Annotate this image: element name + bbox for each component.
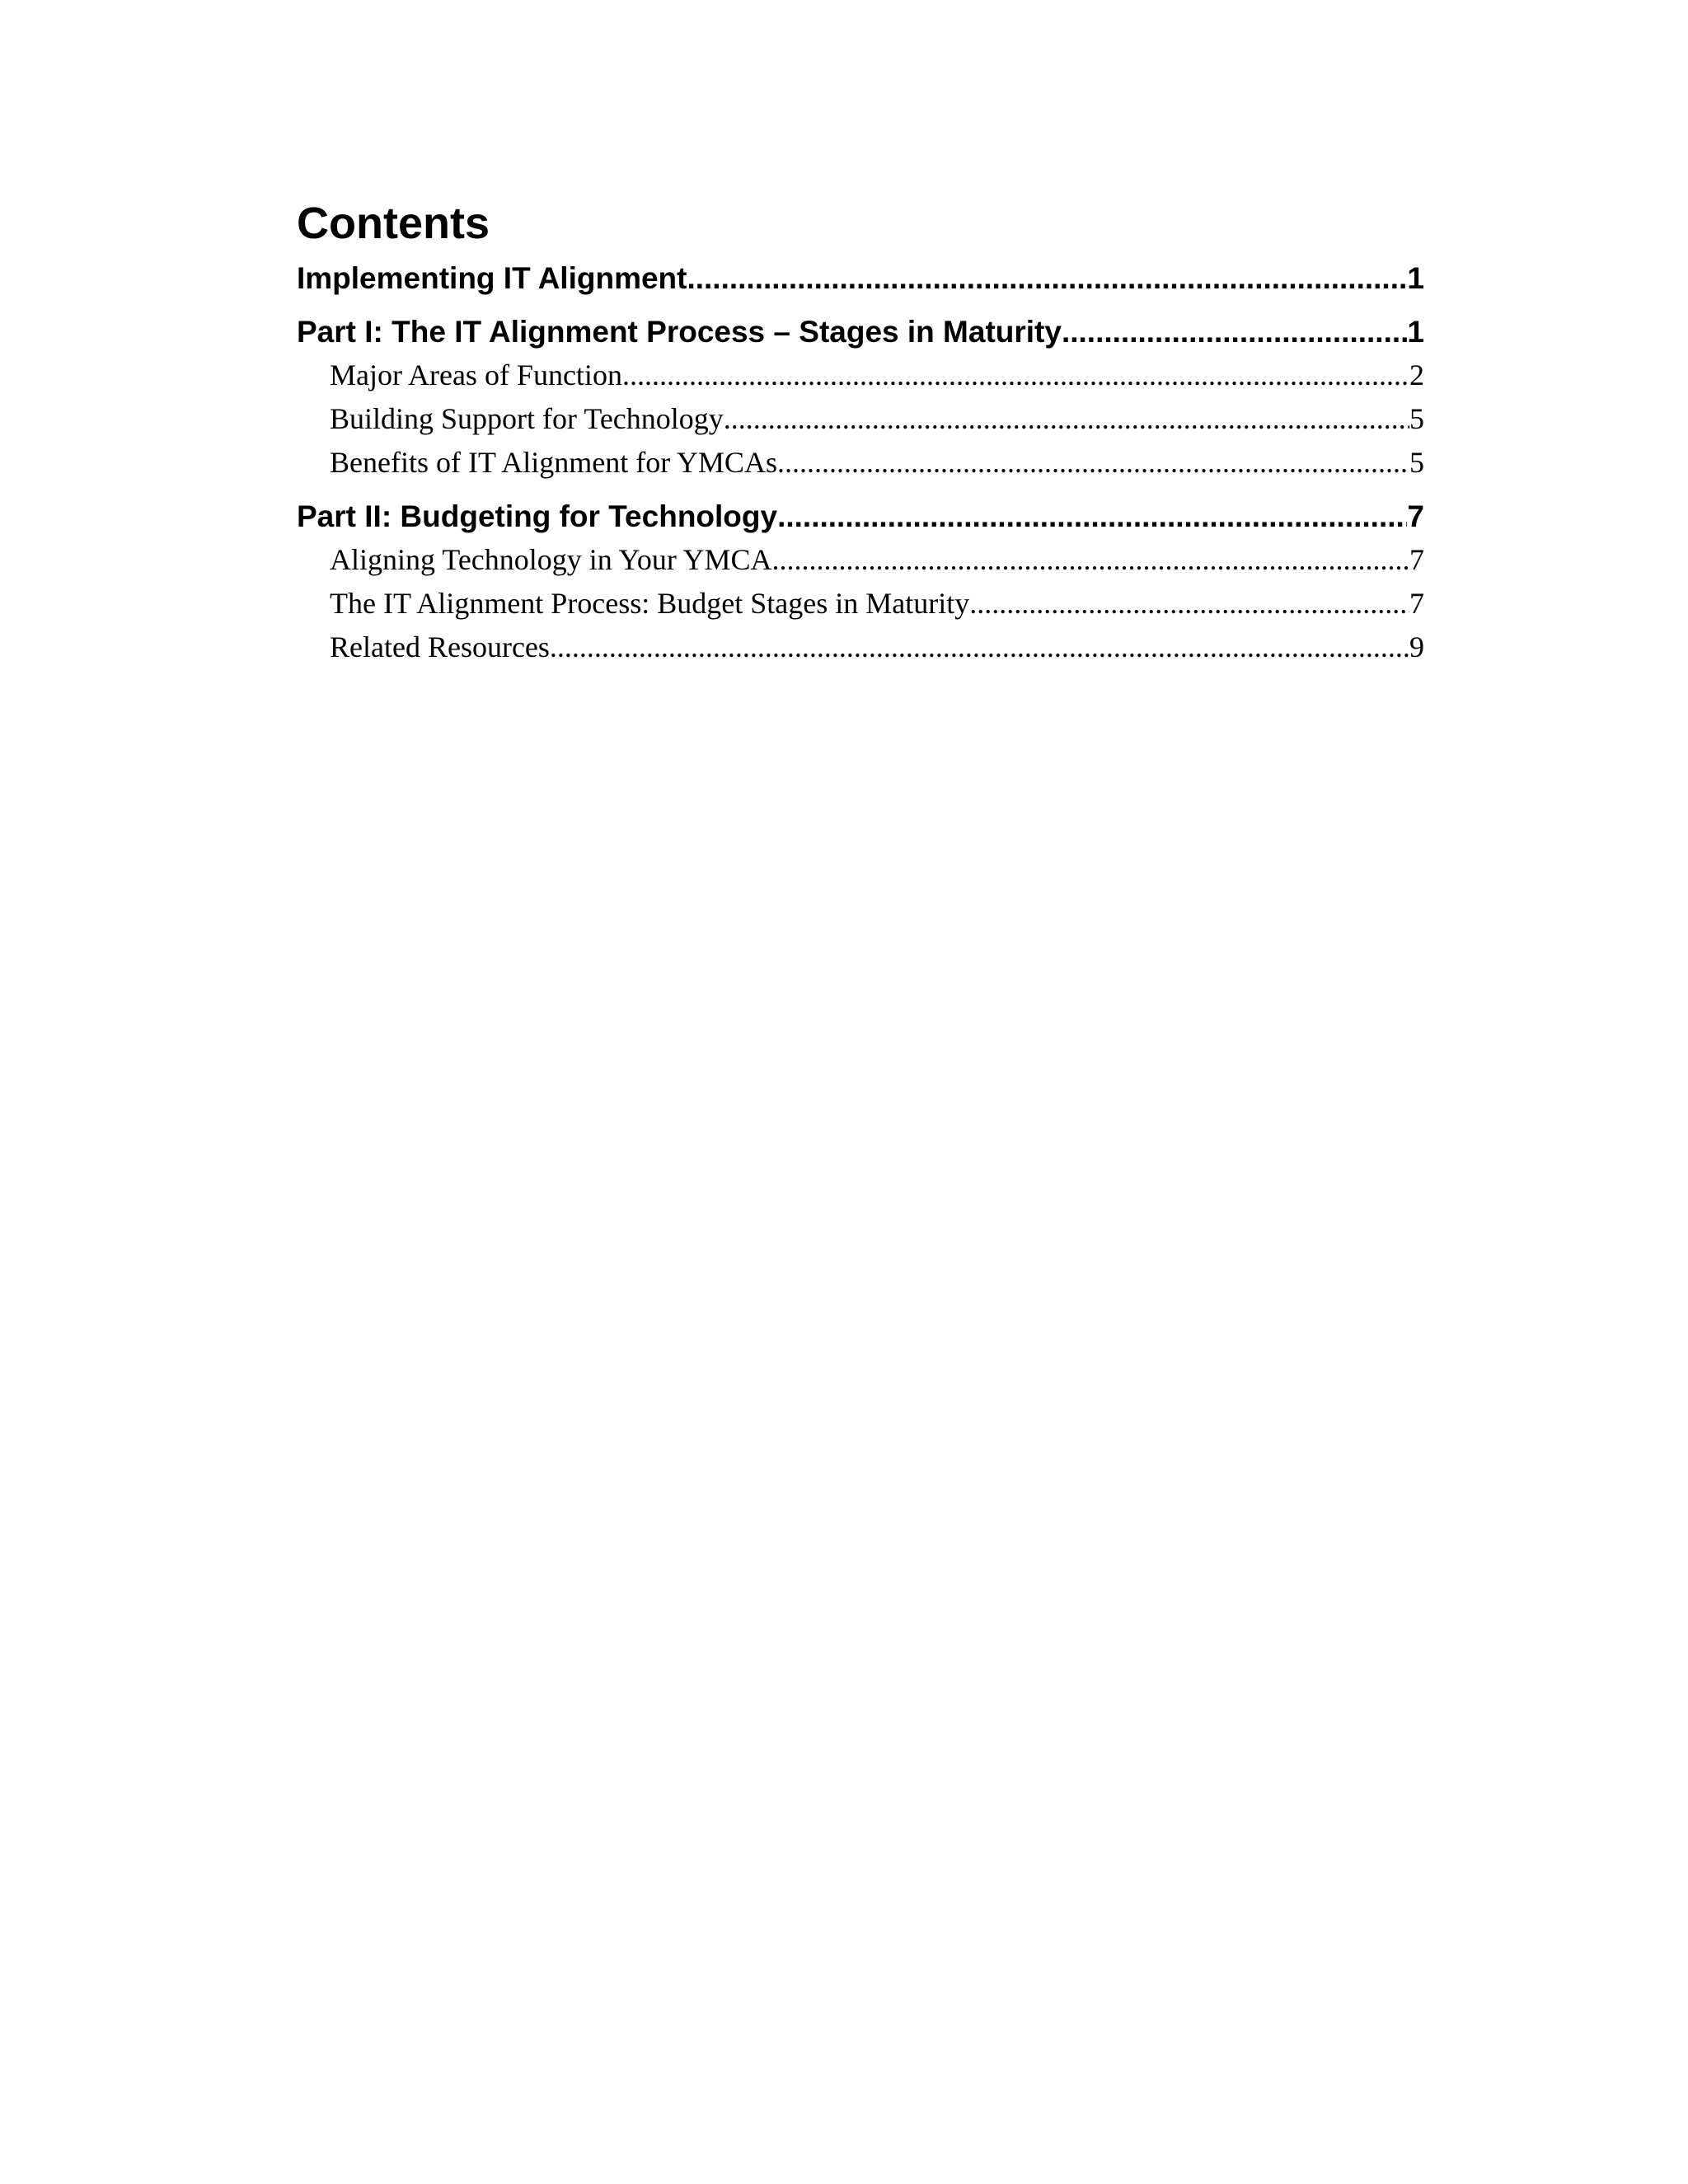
toc-subentry[interactable]	[297, 354, 1424, 397]
toc-entry-label: Implementing IT Alignment	[297, 261, 687, 295]
toc-entry-page: 5	[1409, 446, 1424, 479]
toc-subentry[interactable]	[297, 538, 1424, 582]
toc-entry[interactable]	[297, 495, 1424, 538]
dot-leader	[969, 582, 1409, 626]
toc-entry[interactable]	[297, 311, 1424, 354]
toc-entry-page: 7	[1409, 543, 1424, 576]
toc-subentry[interactable]	[297, 397, 1424, 441]
toc-entry-label: Related Resources	[330, 630, 550, 663]
dot-leader	[550, 626, 1409, 669]
toc-entry-label: The IT Alignment Process: Budget Stages in Maturity	[330, 587, 970, 620]
toc-entry-label: Major Areas of Function	[330, 359, 622, 391]
toc-subentry[interactable]	[297, 441, 1424, 485]
table-of-contents	[297, 191, 1424, 669]
toc-entry-page: 2	[1409, 359, 1424, 391]
dot-leader	[622, 354, 1409, 397]
toc-entry-page: 9	[1409, 630, 1424, 663]
page-title: Contents	[297, 199, 490, 248]
toc-subentry[interactable]	[297, 626, 1424, 669]
toc-entry[interactable]	[297, 257, 1424, 300]
toc-entry-page: 7	[1407, 499, 1424, 533]
dot-leader	[724, 397, 1409, 441]
toc-entry-page: 1	[1407, 261, 1424, 295]
toc-entry-label: Part I: The IT Alignment Process – Stages in Maturity	[297, 315, 1062, 349]
dot-leader	[687, 257, 1407, 300]
toc-entry-page: 7	[1409, 587, 1424, 620]
toc-entry-page: 5	[1409, 402, 1424, 435]
toc-subentry[interactable]	[297, 582, 1424, 626]
toc-entry-label: Benefits of IT Alignment for YMCAs	[330, 446, 777, 479]
dot-leader	[777, 441, 1409, 485]
toc-entry-label: Building Support for Technology	[330, 402, 724, 435]
toc-entry-label: Aligning Technology in Your YMCA	[330, 543, 772, 576]
dot-leader	[777, 495, 1407, 538]
dot-leader	[1062, 311, 1407, 354]
toc-entry-page: 1	[1407, 315, 1424, 349]
dot-leader	[772, 538, 1409, 582]
toc-entry-label: Part II: Budgeting for Technology	[297, 499, 778, 533]
